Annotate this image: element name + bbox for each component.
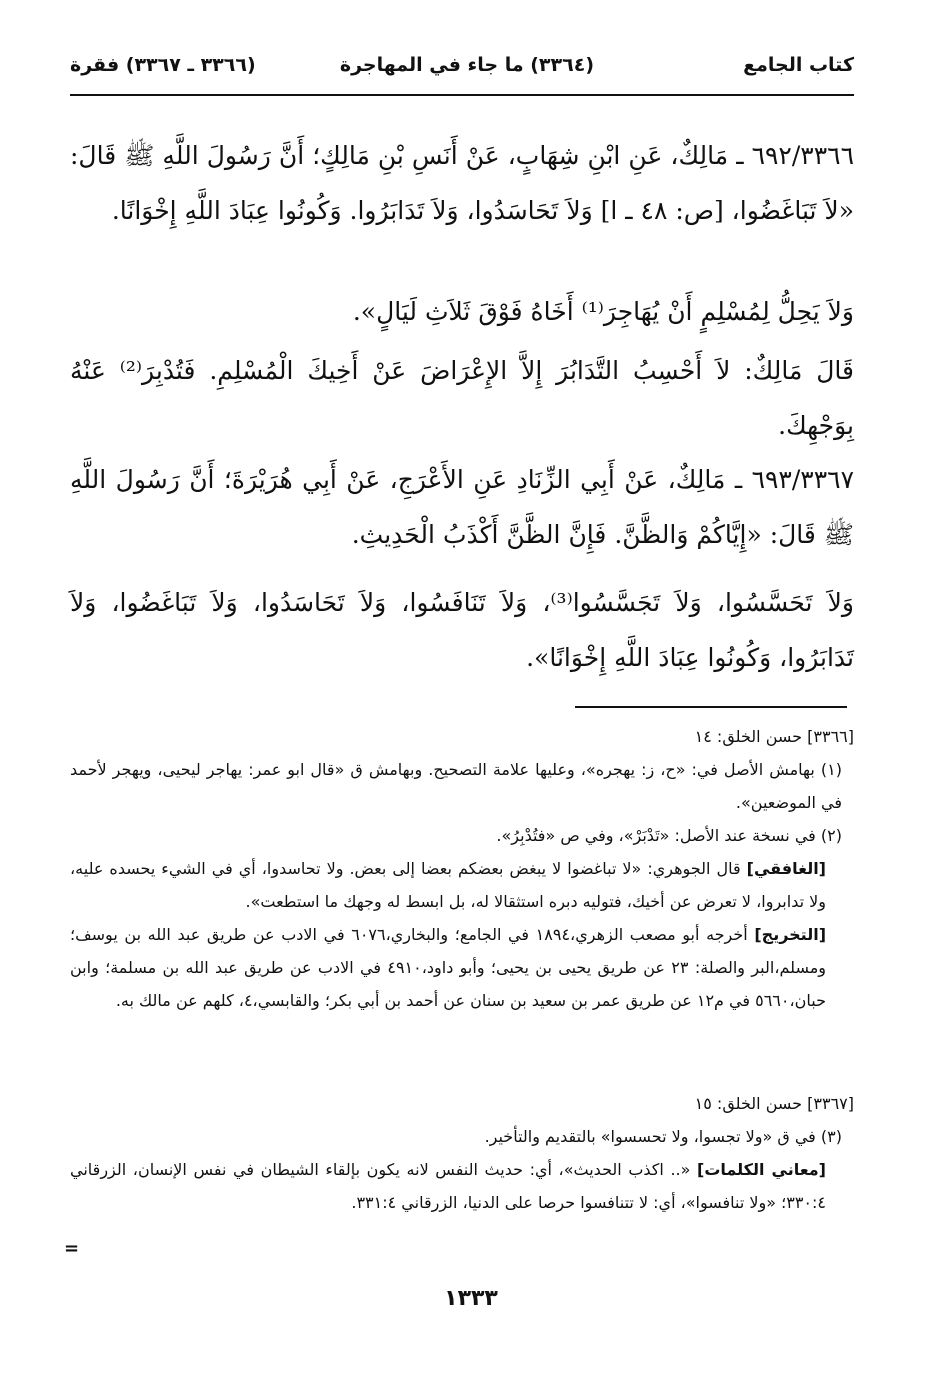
hadith-3366-para2 — [70, 284, 854, 339]
maani-text: «.. اكذب الحديث»، أي: حديث النفس لانه يكون بإلقاء الشيطان في نفس الإنسان، الزرقاني ٣٣٠:٤؛ «ولا تنافسوا»، أي: لا تتنافسوا حرصا على الدنيا، الزرقاني ٣٣١:٤. — [70, 1160, 826, 1212]
takhrij-text: أخرجه أبو مصعب الزهري،١٨٩٤ في الجامع؛ والبخاري،٦٠٧٦ في الادب عن طريق عبد الله بن يوسف؛ ومسلم،البر والصلة: ٢٣ عن طريق يحيى بن يحيى؛ وأبو داود،٤٩١٠ في الادب عن طريق عبد الله بن مسلمة؛ وابن حبان،٥٦٦٠ في م١٢ عن طريق عمر بن سعيد بن سنان عن أحمد بن أبي بكر؛ والقابسي،٤، كلهم عن مالك به. — [70, 925, 827, 1010]
hadith-3367-text: ٦٩٣/٣٣٦٧ ـ مَالِكٌ، عَنْ أَبِي الزِّنَادِ عَنِ الأَعْرَجِ، عَنْ أَبِي هُرَيْرَةَ؛ أَنَّ رَسُولَ اللَّهِ ﷺ قَالَ: «إِيَّاكُمْ وَالظَّنَّ. فَإِنَّ الظَّنَّ أَكْذَبُ الْحَدِيثِ. — [70, 465, 854, 549]
takhrij-note — [70, 918, 854, 1017]
footnote-3: (٣) في ق «ولا تجسوا، ولا تحسسوا» بالتقديم والتأخير. — [484, 1127, 842, 1146]
ghafiqi-label: [الغافقي] — [746, 859, 826, 878]
footnote-separator — [575, 706, 847, 708]
hadith-3366-text: ٦٩٢/٣٣٦٦ ـ مَالِكٌ، عَنِ ابْنِ شِهَابٍ، عَنْ أَنَسِ بْنِ مَالِكٍ؛ أَنَّ رَسُولَ اللَّهِ ﷺ قَالَ: «لاَ تَبَاغَضُوا، [ص: ٤٨ ـ ا] وَلاَ تَحَاسَدُوا، وَلاَ تَدَابَرُوا. وَكُونُوا عِبَادَ اللَّهِ إِخْوَانًا. — [70, 141, 854, 225]
hadith-3366 — [70, 128, 854, 238]
running-header — [70, 48, 854, 96]
footnotes-3366 — [70, 720, 854, 1017]
ref-3366: [٣٣٦٦] حسن الخلق: ١٤ — [694, 727, 854, 746]
hadith-3367-para2-text: وَلاَ تَحَسَّسُوا، وَلاَ تَجَسَّسُوا⁽³⁾، وَلاَ تَنَافَسُوا، وَلاَ تَحَاسَدُوا، وَلاَ تَبَاغَضُوا، وَلاَ تَدَابَرُوا، وَكُونُوا عِبَادَ اللَّهِ إِخْوَانًا». — [70, 588, 854, 672]
header-paragraph-range: (٣٣٦٦ ـ ٣٣٦٧) فقرة — [70, 54, 256, 76]
footnotes-3367 — [70, 1087, 854, 1219]
header-chapter-title: (٣٣٦٤) ما جاء في المهاجرة — [339, 54, 594, 76]
hadith-3367 — [70, 452, 854, 562]
hadith-3367-para2 — [70, 575, 854, 685]
maani-label: [معاني الكلمات] — [697, 1160, 826, 1179]
footnote-2: (٢) في نسخة عند الأصل: «تَدْبَرْ»، وفي ص «فتُدْبِرُ». — [496, 826, 842, 845]
footnote-1: (١) بهامش الأصل في: «ح، ز: يهجره»، وعليها علامة التصحيح. وبهامش ق «قال ابو عمر: يهاجر ليحيى، ويهجر لأحمد في الموضعين». — [70, 760, 842, 812]
page-number: ١٣٣٣ — [444, 1286, 498, 1311]
ghafiqi-text: قال الجوهري: «لا تباغضوا لا يبغض بعضكم بعضا إلى بعض. ولا تحاسدوا، أي في الشيء يحسده عليه، ولا تدابروا، لا تعرض عن أخيك، فتوليه دبره استثقالا له، بل ابسط له وجهك ما استطعت». — [70, 859, 826, 911]
hadith-3366-para3-text: قَالَ مَالِكٌ: لاَ أَحْسِبُ التَّدَابُرَ إِلاَّ الإِعْرَاضَ عَنْ أَخِيكَ الْمُسْلِمِ. فَتُدْبِرَ⁽²⁾ عَنْهُ بِوَجْهِكَ. — [70, 356, 854, 440]
ghafiqi-note — [70, 852, 854, 918]
takhrij-label: [التخريج] — [754, 925, 827, 944]
maani-note — [70, 1153, 854, 1219]
hadith-3366-para3 — [70, 343, 854, 453]
header-book-title: كتاب الجامع — [743, 54, 854, 76]
ref-3367: [٣٣٦٧] حسن الخلق: ١٥ — [694, 1094, 854, 1113]
hadith-3366-para2-text: وَلاَ يَحِلُّ لِمُسْلِمٍ أَنْ يُهَاجِرَ⁽¹⁾ أَخَاهُ فَوْقَ ثَلاَثِ لَيَالٍ». — [352, 297, 854, 326]
margin-mark: = — [64, 1238, 80, 1259]
